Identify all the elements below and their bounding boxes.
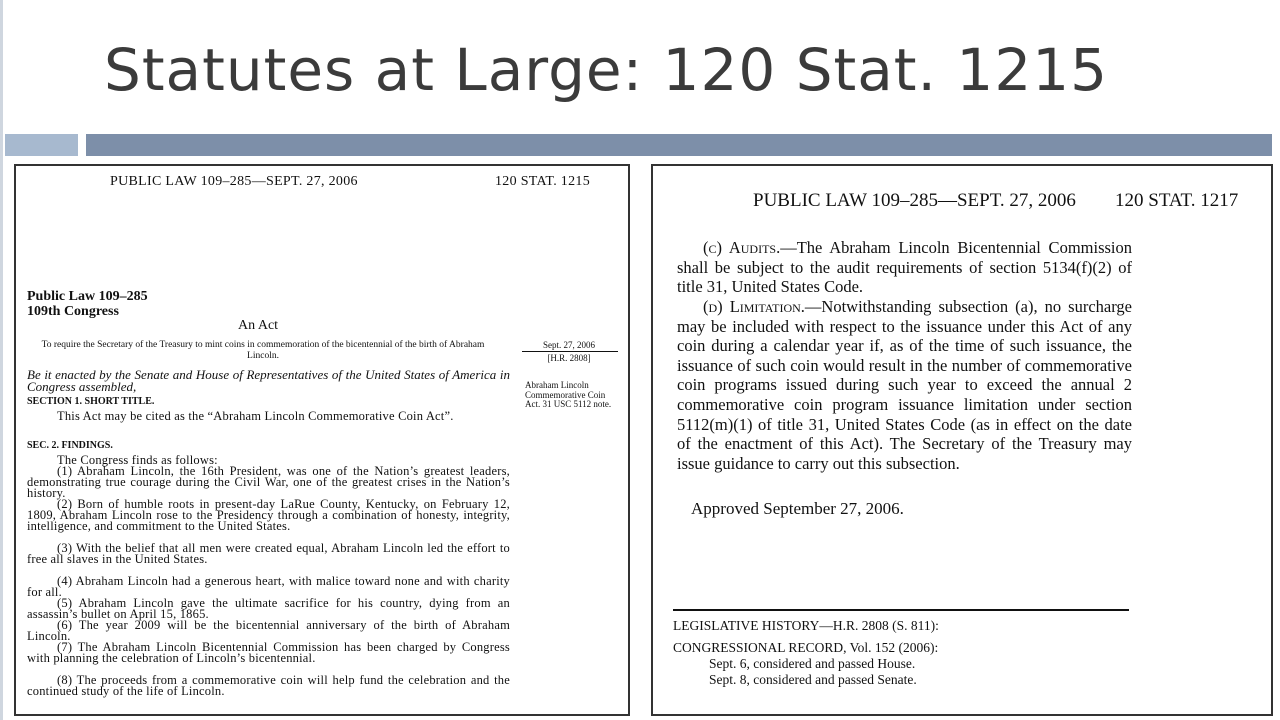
public-law-number: Public Law 109–285	[27, 289, 148, 304]
limitation-text: —Notwithstanding subsection (a), no surcharge may be included with respect to the issuance under this Act of any coin during a calendar year if, as of the time of such issuance, the issuance of such coin would result in the number of commemorative coin programs issued during such year to exceed the annual 2 commemorative coin program issuance limitation under section 5112(m)(1) of title 31, United States Code (as in effect on the date of the enactment of this Act). The Secretary of the Treasury may issue guidance to carry out this subsection.	[677, 297, 1132, 473]
margin-note: Abraham Lincoln Commemorative Coin Act. 31 USC 5112 note.	[525, 380, 612, 409]
finding-item: (6) The year 2009 will be the bicentennial anniversary of the birth of Abraham Lincoln.	[27, 618, 510, 643]
section-1-heading: SECTION 1. SHORT TITLE.	[27, 396, 155, 407]
act-title: An Act	[238, 318, 279, 333]
finding-item: (5) Abraham Lincoln gave the ultimate sacrifice for his country, dying from an assassin’s bullet on April 15, 1865.	[27, 596, 510, 621]
enacting-clause: Be it enacted by the Senate and House of Representatives of the United States of America in Congress assembled,	[27, 367, 510, 394]
section-2-heading: SEC. 2. FINDINGS.	[27, 440, 113, 451]
congressional-record-heading: CONGRESSIONAL RECORD, Vol. 152 (2006):	[673, 640, 939, 655]
audits-text: —The Abraham Lincoln Bicentennial Commission shall be subject to the audit requirements of section 5134(f)(2) of title 31, United States Code.	[677, 238, 1132, 297]
limitation-subsection	[677, 297, 1132, 473]
page-header-right: 120 STAT. 1217	[1115, 190, 1239, 211]
finding-item: (4) Abraham Lincoln had a generous heart, with malice toward none and with charity for all.	[27, 574, 510, 599]
record-entry: Sept. 8, considered and passed Senate.	[709, 672, 917, 687]
finding-item: (7) The Abraham Lincoln Bicentennial Commission has been charged by Congress with planning the celebration of Lincoln’s bicentennial.	[27, 640, 510, 665]
legislative-history-rule	[673, 609, 1129, 611]
congress-number: 109th Congress	[27, 304, 119, 319]
accent-bar-main	[86, 134, 1272, 156]
section-1-text: This Act may be cited as the “Abraham Lincoln Commemorative Coin Act”.	[57, 409, 454, 423]
accent-bar-small	[5, 134, 78, 156]
page-header-left: PUBLIC LAW 109–285—SEPT. 27, 2006	[753, 190, 1076, 211]
page-header-left: PUBLIC LAW 109–285—SEPT. 27, 2006	[110, 174, 358, 189]
slide-left-edge	[0, 0, 3, 720]
statute-page-1217	[651, 164, 1273, 716]
page-header-right: 120 STAT. 1215	[495, 174, 590, 189]
finding-item: (3) With the belief that all men were created equal, Abraham Lincoln led the effort to free all slaves in the United States.	[27, 541, 510, 566]
record-entry: Sept. 6, considered and passed House.	[709, 656, 916, 671]
act-purpose: To require the Secretary of the Treasury to mint coins in commemoration of the bicentennial of the birth of Abraham Lincoln.	[41, 340, 485, 361]
statute-page-1215	[14, 164, 630, 716]
approval-date: Approved September 27, 2006.	[691, 499, 904, 518]
limitation-label: (d) Limitation.	[703, 297, 805, 316]
audits-subsection	[677, 238, 1132, 297]
audits-label: (c) Audits.	[703, 238, 781, 257]
finding-item: (8) The proceeds from a commemorative coin will help fund the celebration and the continued study of the life of Lincoln.	[27, 673, 510, 698]
margin-bill-number: [H.R. 2808]	[547, 353, 591, 363]
margin-date: Sept. 27, 2006	[542, 340, 595, 350]
legislative-history-heading: LEGISLATIVE HISTORY—H.R. 2808 (S. 811):	[673, 618, 939, 633]
margin-rule	[522, 351, 618, 352]
finding-item: (2) Born of humble roots in present-day LaRue County, Kentucky, on February 12, 1809, Abraham Lincoln rose to the Presidency through a combination of honesty, integrity, intelligence, and commitment to the United States.	[27, 497, 510, 533]
finding-item: (1) Abraham Lincoln, the 16th President, was one of the Nation’s greatest leaders, demonstrating true courage during the Civil War, one of the greatest crises in the Nation’s history.	[27, 464, 510, 500]
findings-intro: The Congress finds as follows:	[57, 453, 218, 467]
slide-title: Statutes at Large: 120 Stat. 1215	[104, 36, 1109, 104]
